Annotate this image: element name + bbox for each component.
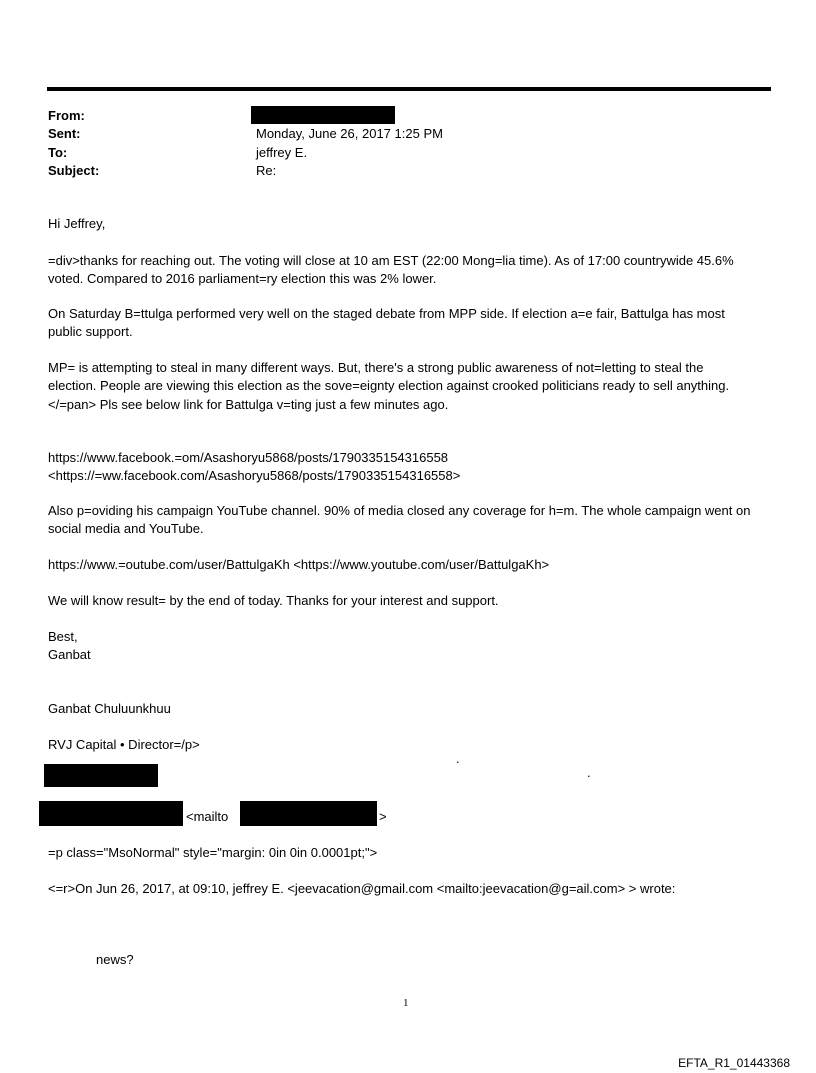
sent-value: Monday, June 26, 2017 1:25 PM — [256, 126, 443, 141]
paragraph-3-line-2: election. People are viewing this election as the sove=eignty election against crooked politicians ready to sell anything. — [48, 378, 730, 393]
paragraph-3-line-3: </=pan> Pls see below link for Battulga v=ting just a few minutes ago. — [48, 397, 449, 412]
mailto-close: > — [379, 809, 387, 824]
email-redaction-left — [39, 801, 183, 826]
from-redaction — [251, 106, 395, 124]
paragraph-5: We will know result= by the end of today. Thanks for your interest and support. — [48, 593, 499, 608]
page-number: 1 — [403, 997, 409, 1009]
quoted-message: news? — [96, 952, 134, 967]
paragraph-1-line-2: voted. Compared to 2016 parliament=ry election this was 2% lower. — [48, 271, 437, 286]
sent-label: Sent: — [48, 126, 81, 141]
email-redaction-right — [240, 801, 377, 826]
stray-dot: . — [456, 751, 460, 766]
to-value: jeffrey E. — [256, 145, 308, 160]
youtube-link[interactable]: https://www.=outube.com/user/BattulgaKh <https://www.youtube.com/user/BattulgaKh> — [48, 557, 550, 572]
paragraph-2-line-1: On Saturday B=ttulga performed very well on the staged debate from MPP side. If election a=e fair, Battulga has most — [48, 306, 725, 321]
paragraph-4-line-2: social media and YouTube. — [48, 521, 204, 536]
signature-name: Ganbat — [48, 647, 91, 662]
stray-dot: . — [587, 765, 591, 780]
signoff: Best, — [48, 629, 78, 644]
subject-value: Re: — [256, 163, 277, 178]
signature-full-name: Ganbat Chuluunkhuu — [48, 701, 171, 716]
from-label: From: — [48, 108, 85, 123]
subject-label: Subject: — [48, 163, 100, 178]
header-rule — [47, 87, 771, 91]
signature-redaction — [44, 764, 158, 787]
to-label: To: — [48, 145, 68, 160]
mailto-text: <mailto — [186, 809, 229, 824]
document-id: EFTA_R1_01443368 — [678, 1056, 790, 1070]
quote-header: <=r>On Jun 26, 2017, at 09:10, jeffrey E. <jeevacation@gmail.com <mailto:jeevacation@g=ail.com> > wrote: — [48, 881, 676, 896]
signature-company: RVJ Capital • Director=/p> — [48, 737, 200, 752]
paragraph-2-line-2: public support. — [48, 324, 133, 339]
facebook-link-line-2[interactable]: <https://=ww.facebook.com/Asashoryu5868/posts/1790335154316558> — [48, 468, 461, 483]
paragraph-1-line-1: =div>thanks for reaching out. The voting will close at 10 am EST (22:00 Mong=lia time). As of 17:00 countrywide 45.6% — [48, 253, 734, 268]
paragraph-4-line-1: Also p=oviding his campaign YouTube channel. 90% of media closed any coverage for h=m. The whole campaign went on — [48, 503, 751, 518]
paragraph-3-line-1: MP= is attempting to steal in many different ways. But, there's a strong public awareness of not=letting to steal the — [48, 360, 704, 375]
greeting: Hi Jeffrey, — [48, 216, 106, 231]
html-artifact-line: =p class="MsoNormal" style="margin: 0in 0in 0.0001pt;"> — [48, 845, 378, 860]
facebook-link-line-1[interactable]: https://www.facebook.=om/Asashoryu5868/posts/1790335154316558 — [48, 450, 449, 465]
